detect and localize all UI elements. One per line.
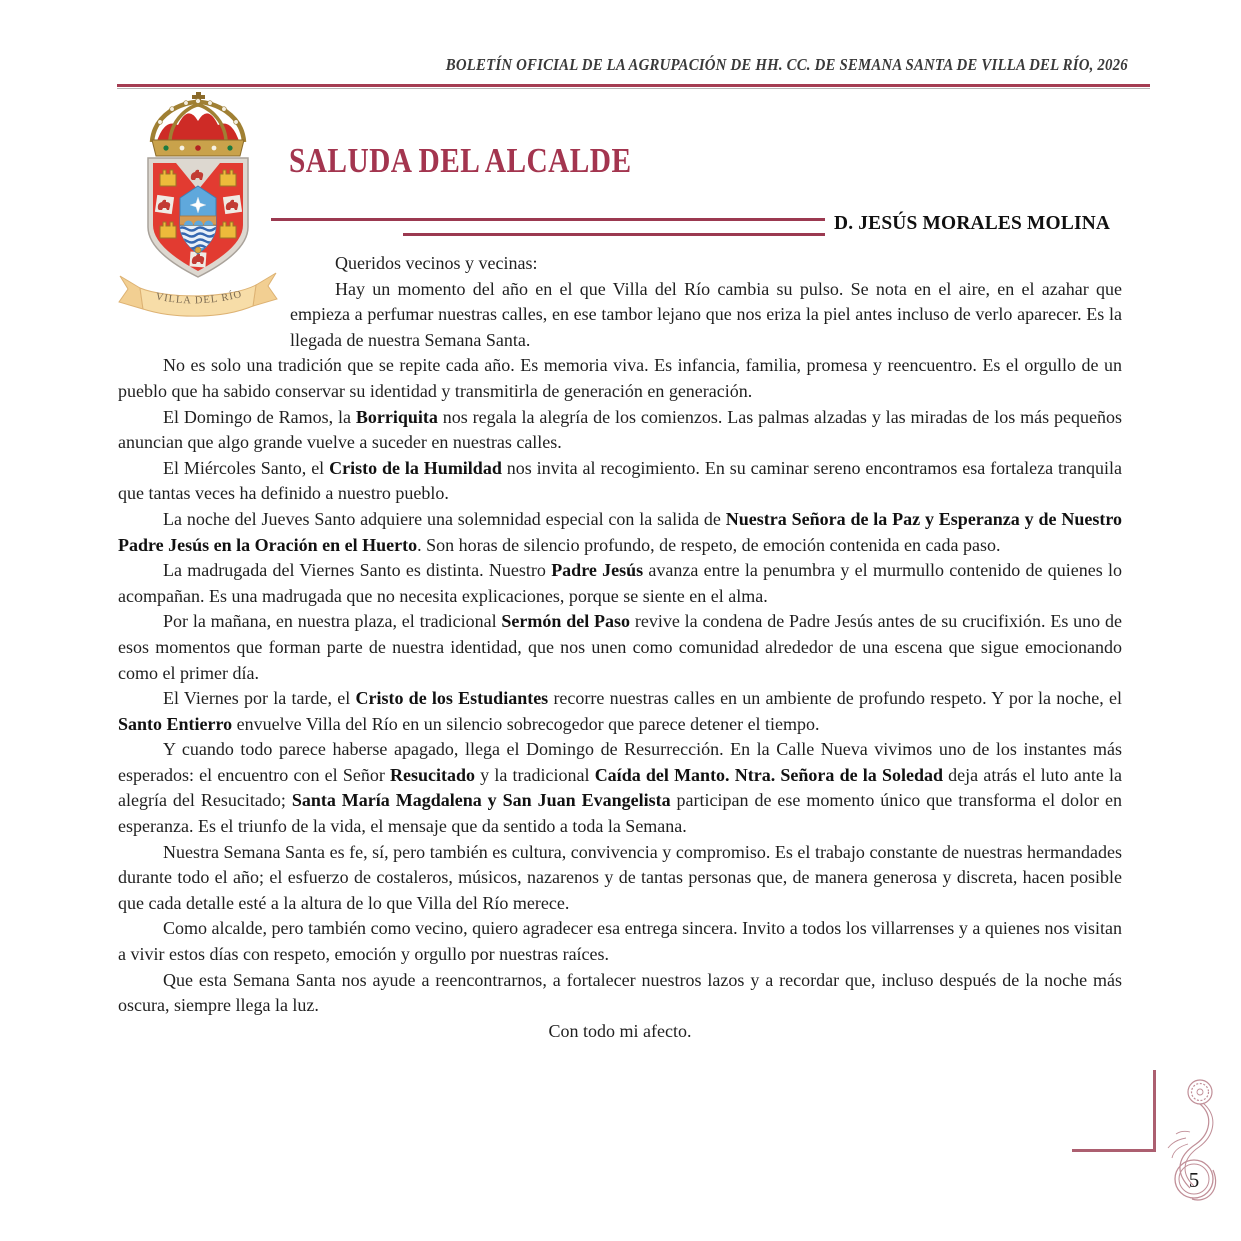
- paragraph: La noche del Jueves Santo adquiere una solemnidad especial con la salida de Nuestra Señora de la Paz y Esperanza y de Nuestro Padre Jesús en la Oración en el Huerto. Son horas de silencio profundo, de respeto, de emoción contenida en cada paso.: [118, 508, 1122, 555]
- page-number: 5: [1188, 1168, 1200, 1192]
- title-rule-secondary: [403, 233, 825, 236]
- paragraph: El Domingo de Ramos, la Borriquita nos regala la alegría de los comienzos. Las palmas alzadas y las miradas de los más pequeños anuncian que algo grande vuelve a suceder en nuestras calles.: [118, 406, 1123, 453]
- crest-float-spacer: [118, 251, 290, 328]
- paragraph: Que esta Semana Santa nos ayude a reencontrarnos, a fortalecer nuestros lazos y a recordar que, incluso después de la noche más oscura, siempre llega la luz.: [118, 969, 1122, 1016]
- paragraph: La madrugada del Viernes Santo es distinta. Nuestro Padre Jesús avanza entre la penumbra y el murmullo contenido de quienes lo acompañan. Es una madrugada que no necesita explicaciones, porque se siente en el alma.: [118, 560, 1122, 606]
- paragraph: Queridos vecinos y vecinas:: [335, 253, 538, 273]
- paragraph: Hay un momento del año en el que Villa del Río cambia su pulso. Se nota en el aire, en el azahar que empieza a perfumar nuestras calles, en ese tambor lejano que nos eriza la piel antes incluso de verlo aparecer. Es la llegada de nuestra Semana Santa.: [290, 278, 1122, 350]
- paragraph: Y cuando todo parece haberse apagado, llega el Domingo de Resurrección. En la Calle Nueva vivimos uno de los instantes más esperados: el encuentro con el Señor Resucitado y la tradicional Caída del Manto. Ntra. Señora de la Soledad deja atrás el luto ante la alegría del Resucitado; Santa María Magdalena y San Juan Evangelista participan de ese momento único que transforma el dolor en esperanza. Es el triunfo de la vida, el mensaje que da sentido a toda la Semana.: [118, 739, 1123, 837]
- paragraph: Como alcalde, pero también como vecino, quiero agradecer esa entrega sincera. Invito a todos los villarrenses y a quienes nos visitan a vivir estos días con respeto, emoción y orgullo por nuestras raíces.: [118, 918, 1122, 965]
- bulletin-header: BOLETÍN OFICIAL DE LA AGRUPACIÓN DE HH. CC. DE SEMANA SANTA DE VILLA DEL RÍO, 2026: [445, 55, 1128, 74]
- crest-banner-text: VILLA DEL RÍO: [154, 288, 244, 307]
- paragraph: No es solo una tradición que se repite cada año. Es memoria viva. Es infancia, familia, promesa y reencuentro. Es el orgullo de un pueblo que ha sabido conservar su identidad y transmitirla de generación en generación.: [118, 355, 1122, 401]
- paragraph: Por la mañana, en nuestra plaza, el tradicional Sermón del Paso revive la condena de Padre Jesús antes de su crucifixión. Es uno de esos momentos que forman parte de nuestra identidad, que nos unen como comunidad alrededor de una escena que sigue emocionando como el primer día.: [118, 611, 1122, 683]
- paragraph: El Viernes por la tarde, el Cristo de los Estudiantes recorre nuestras calles en un ambiente de profundo respeto. Y por la noche, el Santo Entierro envuelve Villa del Río en un silencio sobrecogedor que parece detener el tiempo.: [118, 688, 1122, 734]
- paragraph: El Miércoles Santo, el Cristo de la Humildad nos invita al recogimiento. En su caminar sereno encontramos esa fortaleza tranquila que tantas veces ha definido a nuestro pueblo.: [118, 457, 1122, 504]
- header-rule-shadow: [117, 88, 1150, 89]
- body-text: [118, 251, 1122, 1044]
- corner-rule: [1072, 1070, 1156, 1152]
- author-name: D. JESÚS MORALES MOLINA: [834, 212, 1111, 234]
- crown-icon: [152, 92, 244, 156]
- paragraph: Nuestra Semana Santa es fe, sí, pero también es cultura, convivencia y compromiso. Es el trabajo constante de nuestras hermandades durante todo el año; el esfuerzo de costaleros, músicos, nazarenos y de tantas personas que, de manera generosa y discreta, hacen posible que cada detalle esté a la altura de lo que Villa del Río merece.: [118, 841, 1122, 913]
- page-number-ornament: [1156, 1076, 1230, 1206]
- header-rule: [117, 84, 1150, 89]
- header-rule-maroon: [117, 84, 1150, 87]
- title-rule-primary: [271, 218, 825, 221]
- page-title: SALUDA DEL ALCALDE: [289, 141, 632, 180]
- paragraph: Con todo mi afecto.: [548, 1020, 692, 1041]
